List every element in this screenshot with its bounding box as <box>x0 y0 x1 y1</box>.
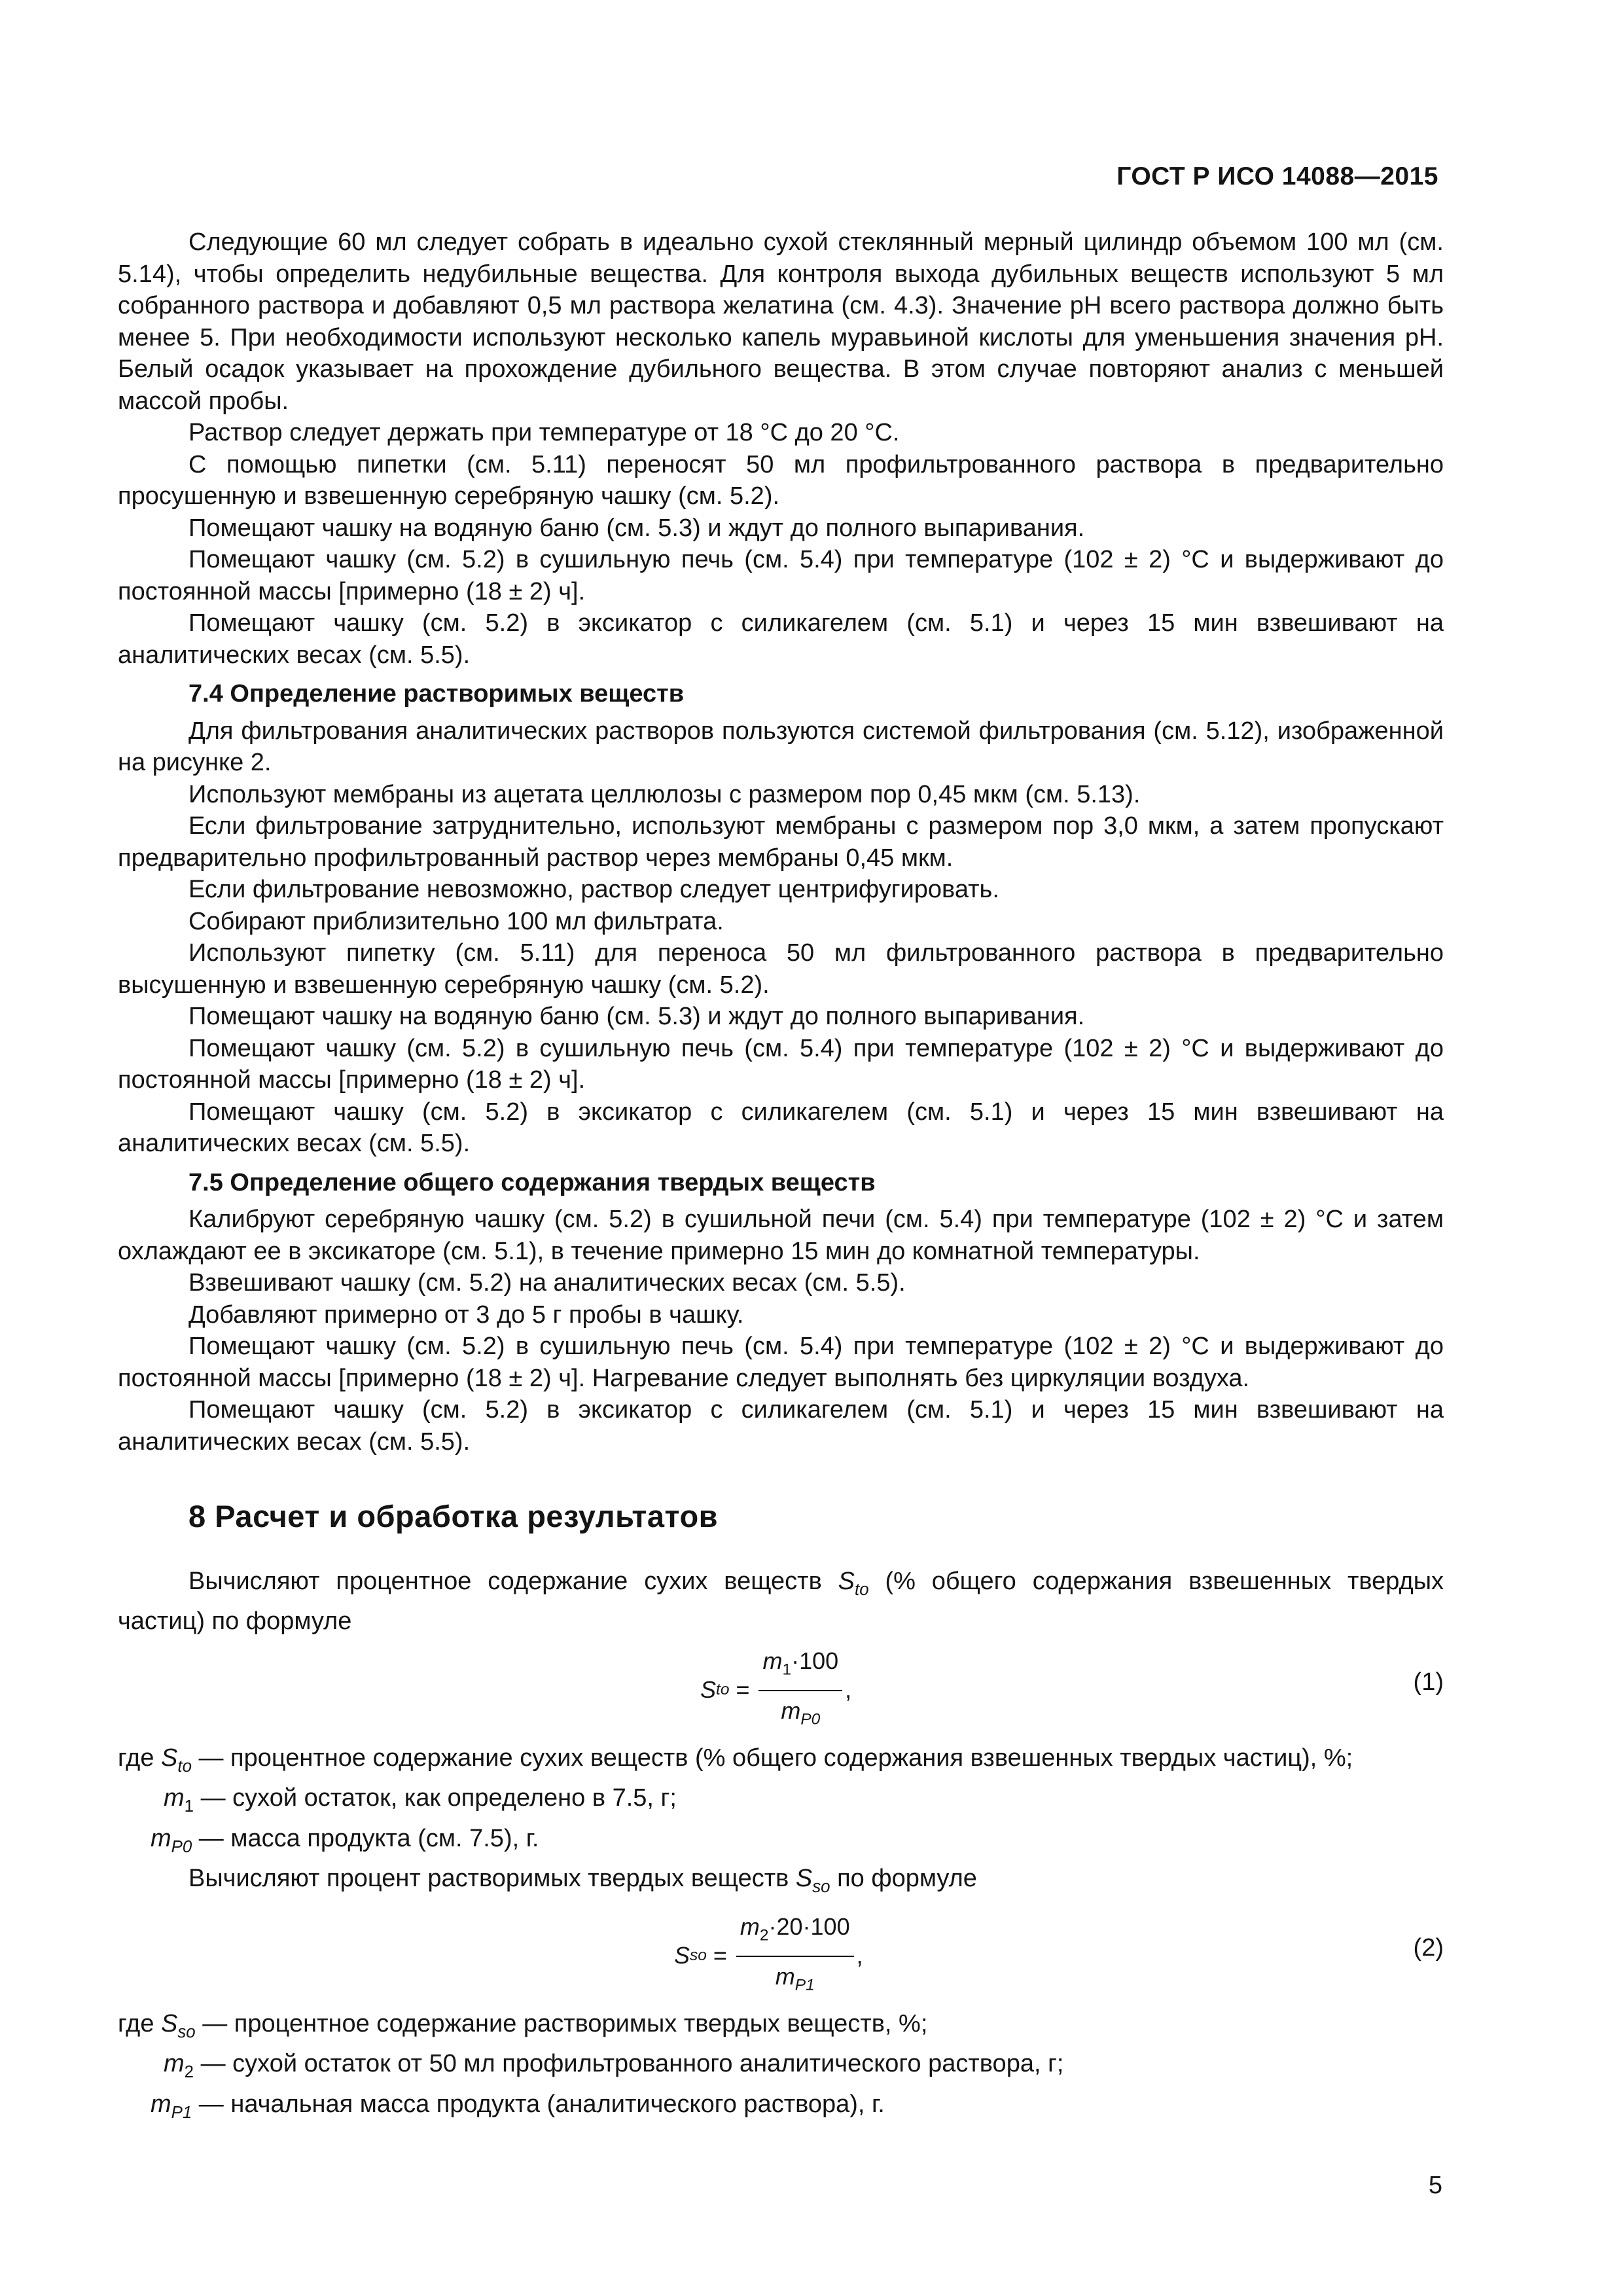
formula-2-expression <box>674 1911 863 2001</box>
legend-prefix: где <box>118 2009 162 2037</box>
paragraph: Раствор следует держать при температуре от 18 °С до 20 °С. <box>188 419 900 446</box>
legend-prefix: где <box>118 1744 162 1772</box>
paragraph: Помещают чашку на водяную баню (см. 5.3) и ждут до полного выпаривания. <box>188 514 1085 542</box>
page-number: 5 <box>1428 2172 1442 2199</box>
paragraph: Помещают чашку (см. 5.2) в эксикатор с силикагелем (см. 5.1) и через 15 мин взвешивают на аналитических весах (см. 5.5). <box>118 1098 1444 1157</box>
fraction <box>758 1645 842 1736</box>
numerator <box>736 1911 854 1957</box>
paragraph: Следующие 60 мл следует собрать в идеально сухой стеклянный мерный цилиндр объемом 100 мл (см. 5.14), чтобы определить недубильные вещества. Для контроля выхода дубильных веществ используют 5 мл собранного раствора и добавляют 0,5 мл раствора желатина (см. 4.3). Значение рН всего раствора должно быть менее 5. При необходимости используют несколько капель муравьиной кислоты для уменьшения значения рН. Белый осадок указывает на прохождение дубильного вещества. В этом случае повторяют анализ с меньшей массой пробы. <box>118 228 1444 415</box>
formula-1-legend <box>118 1742 1444 1863</box>
legend-symbol: m <box>151 1824 171 1852</box>
symbol-subscript: to <box>855 1580 869 1599</box>
legend-symbol: m <box>151 2090 171 2118</box>
den-symbol: m <box>781 1696 801 1724</box>
legend-text: — сухой остаток, как определено в 7.5, г; <box>194 1784 677 1812</box>
legend-symbol: S <box>161 2009 178 2037</box>
document-code-header: ГОСТ Р ИСО 14088—2015 <box>1116 162 1438 190</box>
legend-row <box>118 1782 1444 1823</box>
paragraph: Собирают приблизительно 100 мл фильтрата. <box>188 907 724 935</box>
legend-row <box>118 1742 1444 1783</box>
num-rest: ·100 <box>791 1647 839 1674</box>
formula-1 <box>118 1645 1444 1736</box>
legend-text: — масса продукта (см. 7.5), г. <box>192 1824 539 1852</box>
intro-text: (% общего содержания взвешенных твердых частиц) по формуле <box>118 1567 1444 1636</box>
paragraph: Помещают чашку (см. 5.2) в сушильную печь (см. 5.4) при температуре (102 ± 2) °С и выдерживают до постоянной массы [примерно (18 ± 2) ч]. Нагревание следует выполнять без циркуляции воздуха. <box>118 1333 1444 1392</box>
equals-sign: = <box>736 1676 750 1704</box>
num-subscript: 2 <box>759 1926 769 1945</box>
section-7-5-heading: 7.5 Определение общего содержания твердых веществ <box>188 1168 876 1196</box>
legend-subscript: to <box>177 1757 192 1776</box>
section-7-4-body <box>118 715 1444 1160</box>
num-symbol: m <box>740 1912 760 1940</box>
fraction <box>736 1911 854 2001</box>
legend-subscript: 2 <box>184 2063 194 2082</box>
symbol: S <box>795 1865 813 1893</box>
legend-subscript: so <box>177 2022 196 2041</box>
paragraph: Добавляют примерно от 3 до 5 г пробы в чашку. <box>188 1300 744 1329</box>
paragraph: Взвешивают чашку (см. 5.2) на аналитических весах (см. 5.5). <box>188 1269 906 1297</box>
legend-text: — процентное содержание растворимых твердых веществ, %; <box>195 2009 928 2037</box>
legend-text: — сухой остаток от 50 мл профильтрованного аналитического раствора, г; <box>194 2050 1064 2078</box>
formula-lhs-subscript: so <box>690 1946 707 1965</box>
formula-number: (2) <box>1413 1933 1444 1962</box>
legend-row <box>118 2089 1444 2129</box>
section-7-4-heading: 7.4 Определение растворимых веществ <box>188 680 685 708</box>
legend-subscript: P0 <box>171 1837 192 1856</box>
legend-subscript: 1 <box>184 1797 194 1816</box>
comma: , <box>845 1676 852 1704</box>
paragraph: Используют мембраны из ацетата целлюлозы с размером пор 0,45 мкм (см. 5.13). <box>188 780 1141 808</box>
legend-row <box>118 2048 1444 2089</box>
formula-number: (1) <box>1413 1668 1444 1696</box>
formula-1-intro <box>118 1566 1444 1638</box>
section-8-heading: 8 Расчет и обработка результатов <box>188 1499 719 1534</box>
formula-2 <box>118 1911 1444 2001</box>
equals-sign: = <box>713 1942 727 1969</box>
formula-2-intro <box>118 1863 1444 1903</box>
paragraph: Если фильтрование невозможно, раствор следует центрифугировать. <box>188 876 999 903</box>
num-subscript: 1 <box>782 1660 792 1679</box>
num-symbol: m <box>762 1647 783 1674</box>
legend-text: — начальная масса продукта (аналитического раствора), г. <box>192 2090 885 2118</box>
paragraph: Помещают чашку (см. 5.2) в эксикатор с силикагелем (см. 5.1) и через 15 мин взвешивают на аналитических весах (см. 5.5). <box>118 1396 1444 1456</box>
paragraph: Помещают чашку (см. 5.2) в сушильную печь (см. 5.4) при температуре (102 ± 2) °С и выдерживают до постоянной массы [примерно (18 ± 2) ч]. <box>118 546 1444 605</box>
comma: , <box>856 1942 863 1969</box>
denominator <box>776 1957 815 2001</box>
intro-text: Вычисляют процент растворимых твердых веществ <box>188 1865 796 1893</box>
paragraph: Если фильтрование затруднительно, используют мембраны с размером пор 3,0 мкм, а затем пропускают предварительно профильтрованный раствор через мембраны 0,45 мкм. <box>118 812 1444 872</box>
page-content <box>118 226 1444 2128</box>
formula-2-legend <box>118 2008 1444 2129</box>
paragraph: Используют пипетку (см. 5.11) для переноса 50 мл фильтрованного раствора в предварительно высушенную и взвешенную серебряную чашку (см. 5.2). <box>118 939 1444 999</box>
paragraph: Помещают чашку на водяную баню (см. 5.3) и ждут до полного выпаривания. <box>188 1003 1085 1030</box>
den-subscript: P0 <box>800 1710 821 1729</box>
legend-text: — процентное содержание сухих веществ (% общего содержания взвешенных твердых частиц), %; <box>191 1744 1353 1772</box>
block-7-3-continuation <box>118 226 1444 671</box>
intro-text: Вычисляют процентное содержание сухих веществ <box>188 1567 838 1595</box>
legend-symbol: m <box>164 2050 185 2078</box>
legend-symbol: S <box>161 1744 178 1772</box>
formula-lhs: S <box>674 1942 690 1969</box>
paragraph: Калибруют серебряную чашку (см. 5.2) в сушильной печи (см. 5.4) при температуре (102 ± 2) °С и затем охлаждают ее в эксикаторе (см. 5.1), в течение примерно 15 мин до комнатной температуры. <box>118 1206 1444 1265</box>
den-symbol: m <box>775 1962 795 1990</box>
legend-symbol: m <box>164 1784 185 1812</box>
paragraph: Для фильтрования аналитических растворов пользуются системой фильтрования (см. 5.12), изображенной на рисунке 2. <box>118 717 1444 776</box>
legend-subscript: P1 <box>171 2103 192 2122</box>
formula-lhs: S <box>700 1676 717 1704</box>
denominator <box>781 1691 820 1736</box>
paragraph: Помещают чашку (см. 5.2) в сушильную печь (см. 5.4) при температуре (102 ± 2) °С и выдерживают до постоянной массы [примерно (18 ± 2) ч]. <box>118 1034 1444 1094</box>
formula-1-expression <box>700 1645 851 1736</box>
num-rest: ·20·100 <box>768 1912 850 1940</box>
den-subscript: P1 <box>794 1976 815 1994</box>
symbol: S <box>838 1567 855 1595</box>
paragraph: Помещают чашку (см. 5.2) в эксикатор с силикагелем (см. 5.1) и через 15 мин взвешивают на аналитических весах (см. 5.5). <box>118 609 1444 669</box>
legend-row <box>118 1823 1444 1863</box>
paragraph: С помощью пипетки (см. 5.11) переносят 50 мл профильтрованного раствора в предварительно просушенную и взвешенную серебряную чашку (см. 5.2). <box>118 450 1444 510</box>
formula-lhs-subscript: to <box>716 1681 730 1699</box>
section-7-5-body <box>118 1204 1444 1458</box>
numerator <box>758 1645 842 1691</box>
symbol-subscript: so <box>812 1878 830 1897</box>
legend-row <box>118 2008 1444 2049</box>
intro-text: по формуле <box>830 1865 977 1893</box>
